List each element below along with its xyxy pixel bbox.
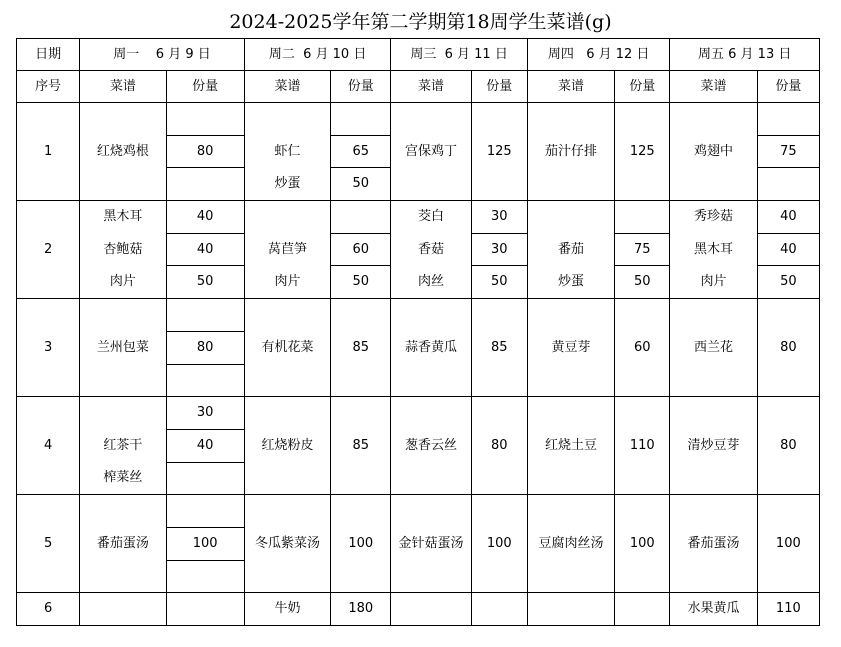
dish-tue-empty xyxy=(244,103,330,136)
qty-cell-empty xyxy=(166,299,244,332)
dish-mon: 红烧鸡根 xyxy=(80,103,166,201)
dish-mon: 番茄蛋汤 xyxy=(80,495,166,593)
qty-fri-2: 40 xyxy=(757,233,819,266)
table-row xyxy=(17,593,820,626)
qty-thu: 60 xyxy=(615,299,670,397)
qty-mon-3: 50 xyxy=(166,266,244,299)
dish-thu: 黄豆芽 xyxy=(527,299,614,397)
dish-fri: 清炒豆芽 xyxy=(670,397,757,495)
dish-tue-1: 虾仁 xyxy=(244,135,330,168)
qty-fri: 110 xyxy=(757,593,819,626)
qty-wed: 85 xyxy=(471,299,527,397)
day-header-tue: 周二 6 月 10 日 xyxy=(244,39,391,71)
dish-wed-1: 茭白 xyxy=(391,201,471,234)
qty-wed: 80 xyxy=(471,397,527,495)
qty-fri-1: 40 xyxy=(757,201,819,234)
qty-cell-empty xyxy=(166,495,244,528)
qty-tue-2: 50 xyxy=(331,266,391,299)
header-dish-mon: 菜谱 xyxy=(80,71,166,103)
qty-fri: 75 xyxy=(757,135,819,168)
table-row xyxy=(17,103,820,136)
dish-thu: 豆腐肉丝汤 xyxy=(527,495,614,593)
qty-thu: 110 xyxy=(615,397,670,495)
qty-thu-2: 50 xyxy=(615,266,670,299)
qty-cell-empty xyxy=(166,462,244,495)
dish-thu-empty xyxy=(527,593,614,626)
header-qty-fri: 份量 xyxy=(757,71,819,103)
dish-tue-2: 肉片 xyxy=(244,266,330,299)
header-qty-wed: 份量 xyxy=(471,71,527,103)
table-row xyxy=(17,397,820,430)
dish-mon-empty xyxy=(80,593,166,626)
qty-thu: 100 xyxy=(615,495,670,593)
qty-wed-2: 30 xyxy=(471,233,527,266)
dish-mon-2: 杏鲍菇 xyxy=(80,233,166,266)
qty-wed: 125 xyxy=(471,103,527,201)
dish-mon-3: 肉片 xyxy=(80,266,166,299)
dish-thu: 茄汁仔排 xyxy=(527,103,614,201)
qty-thu-1: 75 xyxy=(615,233,670,266)
row-number: 1 xyxy=(17,103,80,201)
header-row-dates xyxy=(17,39,820,71)
qty-mon-1: 30 xyxy=(166,397,244,430)
dish-tue-1: 莴苣笋 xyxy=(244,233,330,266)
dish-thu-empty xyxy=(527,201,614,234)
day-header-thu: 周四 6 月 12 日 xyxy=(527,39,670,71)
qty-wed-1: 30 xyxy=(471,201,527,234)
header-date-label: 日期 xyxy=(17,39,80,71)
dish-wed-3: 肉丝 xyxy=(391,266,471,299)
dish-fri: 西兰花 xyxy=(670,299,757,397)
qty-fri: 80 xyxy=(757,397,819,495)
row-number: 6 xyxy=(17,593,80,626)
dish-wed: 葱香云丝 xyxy=(391,397,471,495)
header-row-columns xyxy=(17,71,820,103)
dish-fri-1: 秀珍菇 xyxy=(670,201,757,234)
header-seq-label: 序号 xyxy=(17,71,80,103)
qty-cell-empty xyxy=(615,201,670,234)
header-dish-fri: 菜谱 xyxy=(670,71,757,103)
qty-cell-empty xyxy=(166,593,244,626)
qty-fri: 80 xyxy=(757,299,819,397)
qty-wed: 100 xyxy=(471,495,527,593)
table-row xyxy=(17,266,820,299)
page-title: 2024-2025学年第二学期第18周学生菜谱(g) xyxy=(229,11,612,33)
qty-cell-empty xyxy=(471,593,527,626)
qty-thu: 125 xyxy=(615,103,670,201)
qty-tue-1: 60 xyxy=(331,233,391,266)
dish-tue-empty xyxy=(244,201,330,234)
header-dish-tue: 菜谱 xyxy=(244,71,330,103)
dish-fri: 鸡翅中 xyxy=(670,103,757,201)
dish-tue: 有机花菜 xyxy=(244,299,330,397)
qty-tue-1: 65 xyxy=(331,135,391,168)
qty-cell-empty xyxy=(166,364,244,397)
qty-cell-empty xyxy=(166,560,244,593)
dish-tue: 红烧粉皮 xyxy=(244,397,330,495)
dish-wed-empty xyxy=(391,593,471,626)
dish-tue-2: 炒蛋 xyxy=(244,168,330,201)
dish-fri-3: 肉片 xyxy=(670,266,757,299)
qty-mon-1: 40 xyxy=(166,201,244,234)
dish-wed: 金针菇蛋汤 xyxy=(391,495,471,593)
qty-tue: 85 xyxy=(331,397,391,495)
table-row xyxy=(17,495,820,528)
qty-cell-empty xyxy=(331,103,391,136)
qty-cell-empty xyxy=(331,201,391,234)
dish-wed: 宫保鸡丁 xyxy=(391,103,471,201)
table-row xyxy=(17,299,820,332)
header-qty-thu: 份量 xyxy=(615,71,670,103)
dish-thu-1: 番茄 xyxy=(527,233,614,266)
dish-mon: 兰州包菜 xyxy=(80,299,166,397)
qty-fri-3: 50 xyxy=(757,266,819,299)
dish-mon-1: 红茶干 xyxy=(80,429,166,462)
dish-mon-2: 榨菜丝 xyxy=(80,462,166,495)
header-qty-tue: 份量 xyxy=(331,71,391,103)
row-number: 5 xyxy=(17,495,80,593)
dish-tue: 牛奶 xyxy=(244,593,330,626)
qty-tue: 100 xyxy=(331,495,391,593)
qty-mon: 100 xyxy=(166,527,244,560)
dish-wed: 蒜香黄瓜 xyxy=(391,299,471,397)
dish-thu-2: 炒蛋 xyxy=(527,266,614,299)
row-number: 4 xyxy=(17,397,80,495)
dish-fri: 番茄蛋汤 xyxy=(670,495,757,593)
qty-fri: 100 xyxy=(757,495,819,593)
dish-mon-empty xyxy=(80,397,166,430)
header-dish-thu: 菜谱 xyxy=(527,71,614,103)
qty-mon: 80 xyxy=(166,331,244,364)
dish-tue: 冬瓜紫菜汤 xyxy=(244,495,330,593)
dish-thu: 红烧土豆 xyxy=(527,397,614,495)
qty-cell-empty xyxy=(166,103,244,136)
qty-mon: 80 xyxy=(166,135,244,168)
qty-cell-empty xyxy=(615,593,670,626)
header-qty-mon: 份量 xyxy=(166,71,244,103)
header-dish-wed: 菜谱 xyxy=(391,71,471,103)
qty-tue: 180 xyxy=(331,593,391,626)
dish-wed-2: 香菇 xyxy=(391,233,471,266)
qty-cell-empty xyxy=(757,103,819,136)
qty-wed-3: 50 xyxy=(471,266,527,299)
day-header-mon: 周一 6 月 9 日 xyxy=(80,39,245,71)
table-row xyxy=(17,233,820,266)
qty-tue-2: 50 xyxy=(331,168,391,201)
row-number: 2 xyxy=(17,201,80,299)
qty-tue: 85 xyxy=(331,299,391,397)
dish-fri: 水果黄瓜 xyxy=(670,593,757,626)
qty-cell-empty xyxy=(166,168,244,201)
qty-mon-2: 40 xyxy=(166,429,244,462)
dish-fri-2: 黑木耳 xyxy=(670,233,757,266)
qty-mon-2: 40 xyxy=(166,233,244,266)
qty-cell-empty xyxy=(757,168,819,201)
day-header-wed: 周三 6 月 11 日 xyxy=(391,39,528,71)
menu-table xyxy=(16,38,820,626)
table-row xyxy=(17,201,820,234)
day-header-fri: 周五 6 月 13 日 xyxy=(670,39,820,71)
row-number: 3 xyxy=(17,299,80,397)
dish-mon-1: 黑木耳 xyxy=(80,201,166,234)
